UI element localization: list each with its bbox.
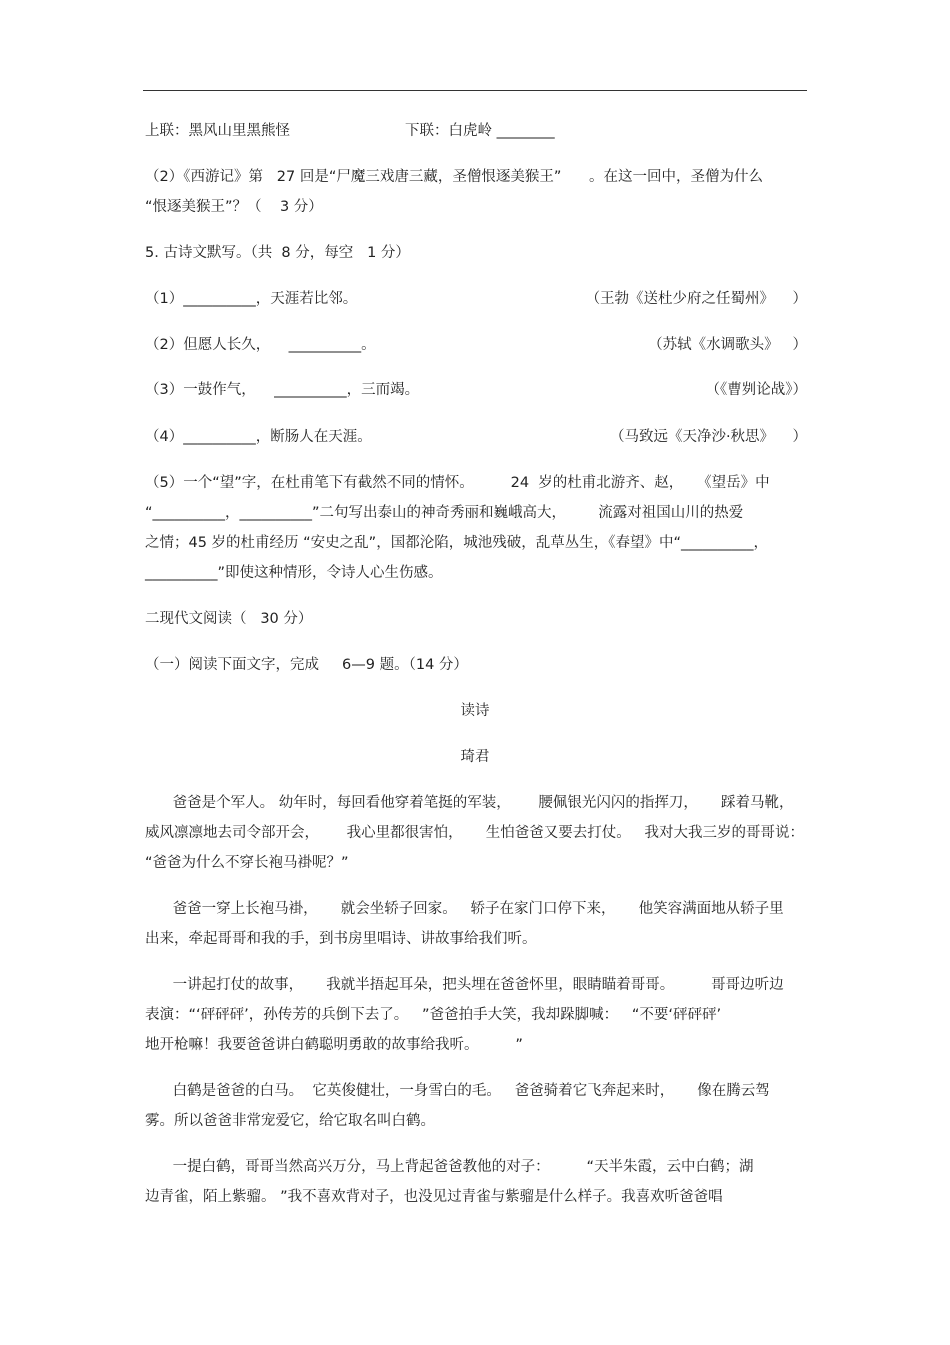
question-text: __________”即使这种情形，令诗人心生伤感。 [145,565,443,581]
paragraph-line: 爸爸是个军人。 幼年时，每回看他穿着笔挺的军装， 腰佩银光闪闪的指挥刀， 踩着马靴， [145,795,794,811]
poem-source: （苏轼《水调歌头》 ） [648,337,807,353]
question-text: “恨逐美猴王”？（ 3 分） [145,199,323,215]
question-text: “__________，__________”二句写出泰山的神奇秀丽和巍峨高大， 流露对祖国山川的热爱 [145,505,744,521]
section-heading: 二现代文阅读（ 30 分） [145,611,313,627]
paragraph-line: 边青雀，陌上紫骝。 ”我不喜欢背对子，也没见过青雀与紫骝是什么样子。我喜欢听爸爸唱 [145,1189,723,1205]
paragraph-line: 白鹤是爸爸的白马。 它英俊健壮，一身雪白的毛。 爸爸骑着它飞奔起来时， 像在腾云驾 [145,1083,770,1099]
paragraph-line: 威风凛凛地去司令部开会， 我心里都很害怕， 生怕爸爸又要去打仗。 我对大我三岁的哥哥说： [145,825,805,841]
paragraph-line: 雾。所以爸爸非常宠爱它，给它取名叫白鹤。 [145,1113,435,1129]
paragraph-line: “爸爸为什么不穿长袍马褂呢？” [145,855,349,871]
paragraph-line: 地开枪嘛！我要爸爸讲白鹤聪明勇敢的故事给我听。 ” [145,1037,523,1053]
subsection-heading: （一）阅读下面文字，完成 6—9 题。（14 分） [145,657,468,673]
question-text: （5）一个“望”字，在杜甫笔下有截然不同的情怀。 24 岁的杜甫北游齐、赵， 《望岳》中 [145,475,770,491]
paragraph-line: 表演：“‘砰砰砰’，孙传芳的兵倒下去了。 ”爸爸拍手大笑，我却跺脚喊： “不要‘砰砰砰’ [145,1007,722,1023]
poem-blank-item: （3）一鼓作气， __________，三而竭。 [145,382,420,398]
question-text: 之情；45 岁的杜甫经历 “安史之乱”，国都沦陷，城池残破，乱草丛生，《春望》中“__________， [145,535,768,551]
poem-blank-item: （4）__________，断肠人在天涯。 [145,429,372,445]
couplet-upper: 上联：黑风山里黑熊怪 [145,123,290,139]
poem-blank-item: （1）__________，天涯若比邻。 [145,291,358,307]
header-rule [143,90,807,91]
paragraph-line: 爸爸一穿上长袍马褂， 就会坐轿子回家。 轿子在家门口停下来， 他笑容满面地从轿子里 [145,901,784,917]
question-text: （2）《西游记》第 27 回是“尸魔三戏唐三藏，圣僧恨逐美猴王” 。在这一回中，圣僧为什么 [145,169,764,185]
poem-source: （《曹刿论战》） [705,382,807,398]
paragraph-line: 一提白鹤，哥哥当然高兴万分，马上背起爸爸教他的对子： “天半朱霞，云中白鹤；湖 [145,1159,754,1175]
poem-blank-item: （2）但愿人长久， __________。 [145,337,376,353]
paragraph-line: 出来，牵起哥哥和我的手，到书房里唱诗、讲故事给我们听。 [145,931,537,947]
couplet-lower: 下联：白虎岭 ________ [405,123,555,139]
section-heading: 5. 古诗文默写。（共 8 分，每空 1 分） [145,245,410,261]
article-title: 读诗 [460,703,490,719]
paragraph-line: 一讲起打仗的故事， 我就半捂起耳朵，把头埋在爸爸怀里，眼睛瞄着哥哥。 哥哥边听边 [145,977,784,993]
article-author: 琦君 [460,749,490,765]
poem-source: （马致远《天净沙·秋思》 ） [609,429,807,445]
poem-source: （王勃《送杜少府之任蜀州》 ） [585,291,807,307]
